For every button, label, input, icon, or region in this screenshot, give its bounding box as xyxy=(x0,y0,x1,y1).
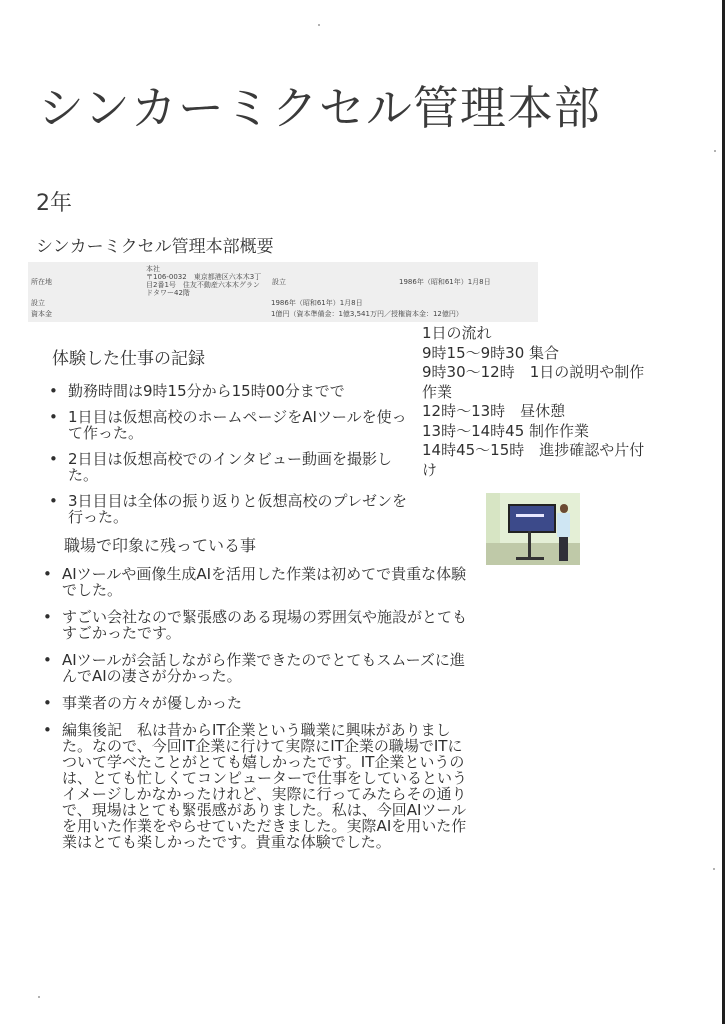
list-item-text: すごい会社なので緊張感のある現場の雰囲気や施設がとてもすごかったです。 xyxy=(62,608,468,642)
founded-label: 設立 xyxy=(31,299,45,307)
list-item-text: 2日目は仮想高校でのインタビュー動画を撮影した。 xyxy=(68,450,392,484)
bullet-icon: • xyxy=(43,651,52,669)
daily-flow xyxy=(422,324,692,480)
bullet-icon: • xyxy=(49,382,58,400)
schedule-line: け xyxy=(422,460,438,479)
bullet-icon: • xyxy=(43,608,52,626)
list-item-text: 1日目は仮想高校のホームページをAIツールを使って作った。 xyxy=(68,408,407,442)
bullet-icon: • xyxy=(43,721,52,739)
work-record-heading: 体験した仕事の記録 xyxy=(52,349,205,369)
list-item xyxy=(40,609,470,641)
impressions-heading: 職場で印象に残っている事 xyxy=(64,536,257,555)
overview-title: シンカーミクセル管理本部概要 xyxy=(36,237,274,257)
company-profile-table xyxy=(28,262,538,322)
scan-speck xyxy=(38,996,40,998)
schedule-line: 作業 xyxy=(422,382,453,401)
founded-label: 設立 xyxy=(272,278,286,286)
workplace-photo xyxy=(486,493,580,565)
list-item xyxy=(46,383,416,399)
schedule-line: 13時〜14時45 制作作業 xyxy=(422,421,590,440)
person-icon xyxy=(560,504,568,513)
scan-speck xyxy=(714,150,716,152)
founded-value: 1986年（昭和61年）1月8日 xyxy=(271,299,363,307)
bullet-icon: • xyxy=(49,408,58,426)
page-title: シンカーミクセル管理本部 xyxy=(38,81,601,135)
bullet-icon: • xyxy=(43,565,52,583)
capital-label: 資本金 xyxy=(31,310,52,318)
address-line: ドタワー42階 xyxy=(146,289,190,297)
location-label: 所在地 xyxy=(31,278,52,286)
bullet-icon: • xyxy=(43,694,52,712)
daily-flow-heading: 1日の流れ xyxy=(422,324,492,342)
editors-note-text: 編集後記 私は昔からIT企業という職業に興味がありました。なので、今回IT企業に行けて実際にIT企業の職場でITについて学べたことがとても嬉しかったです。IT企業というのは、とても忙しくてコンピューターで仕事をしているというイメージしかなかったけれど、実際に行ってみたらその通りで、現場はとても緊張感がありました。私は、今回AIツールを用いた作業をやらせていただきました。実際AIを用いた作業はとても楽しかったです。貴重な体験でした。 xyxy=(62,721,468,851)
list-item xyxy=(46,493,416,525)
schedule-line: 9時15〜9時30 集合 xyxy=(422,343,560,362)
bullet-icon: • xyxy=(49,492,58,510)
capital-value: 1億円（資本準備金：1億3,541万円／授権資本金：12億円） xyxy=(271,310,463,318)
address-line: 目2番1号 住友不動産六本木グラン xyxy=(146,281,260,289)
head-office-label: 本社 xyxy=(146,265,160,273)
list-item-text: 事業者の方々が優しかった xyxy=(62,694,243,712)
list-item xyxy=(46,409,416,441)
address-line: 〒106-0032 東京都港区六本木3丁 xyxy=(146,273,262,281)
schedule-line: 9時30〜12時 1日の説明や制作 xyxy=(422,363,645,381)
scan-speck xyxy=(318,24,320,26)
impressions-list xyxy=(40,566,470,861)
list-item xyxy=(46,451,416,483)
list-item xyxy=(40,695,470,711)
list-item-text: AIツールが会話しながら作業できたのでとてもスムーズに進んでAIの凄さが分かった。 xyxy=(62,651,465,685)
list-item xyxy=(40,652,470,684)
bullet-icon: • xyxy=(49,450,58,468)
work-record-list xyxy=(46,383,416,535)
schedule-line: 14時45〜15時 進捗確認や片付 xyxy=(422,441,645,459)
schedule-line: 12時〜13時 昼休憩 xyxy=(422,402,566,420)
grade-label: 2年 xyxy=(36,191,72,216)
list-item-text: 3日目目は全体の振り返りと仮想高校のプレゼンを行った。 xyxy=(68,492,407,526)
monitor-icon xyxy=(508,504,556,533)
list-item-text: 勤務時間は9時15分から15時00分までで xyxy=(68,382,345,400)
list-item-text: AIツールや画像生成AIを活用した作業は初めてで貴重な体験でした。 xyxy=(62,565,467,599)
scan-speck xyxy=(713,868,715,870)
founded-value: 1986年（昭和61年）1月8日 xyxy=(399,278,491,286)
list-item xyxy=(40,566,470,598)
editors-note xyxy=(40,722,470,850)
